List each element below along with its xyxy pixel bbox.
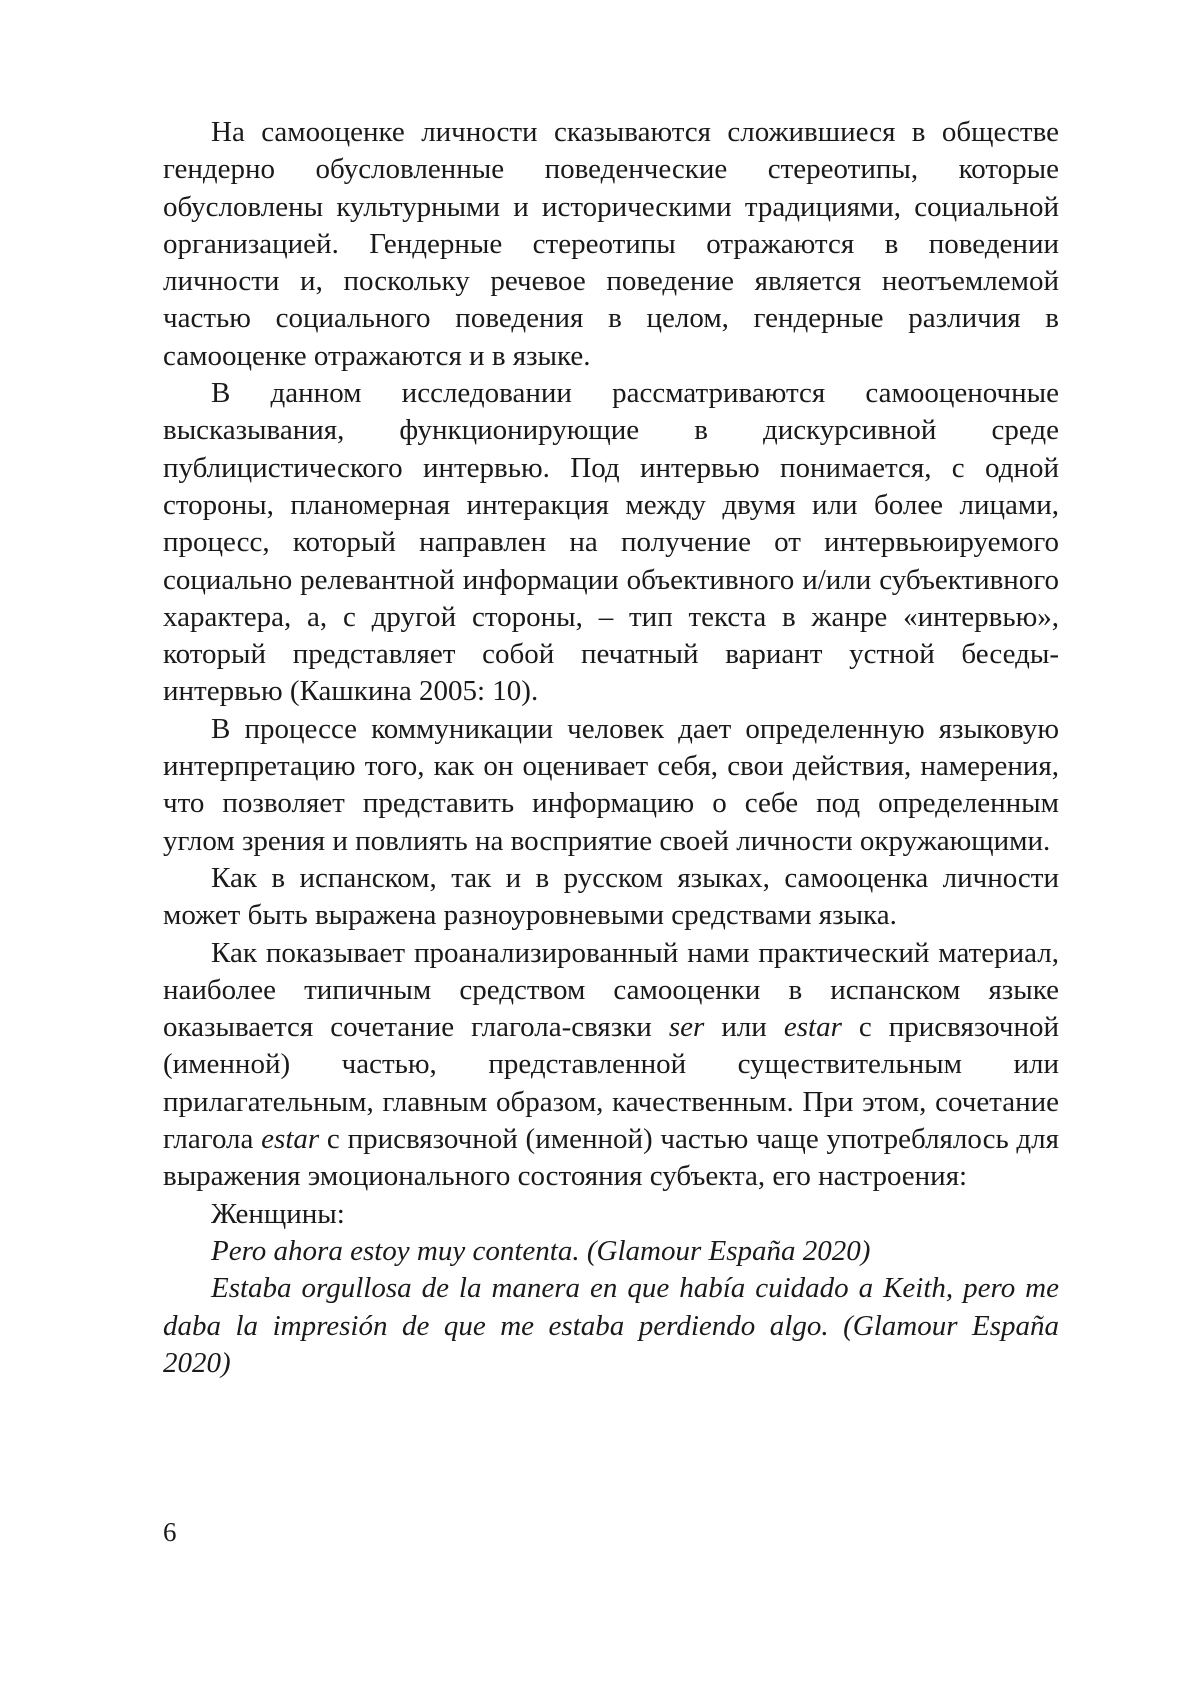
paragraph-copula-analysis xyxy=(163,935,1059,1196)
paragraph-interview-definition: В данном исследовании рассматриваются самооценочные высказывания, функционирующие в дискурсивной среде публицистического интервью. Под интервью понимается, с одной стороны, планомерная интеракция между двумя или более лицами, процесс, который направлен на получение от интервьюируемого социально релевантной информации объективного и/или субъективного характера, а, с другой стороны, – тип текста в жанре «интервью», который представляет собой печатный вариант устной беседы-интервью (Кашкина 2005: 10). xyxy=(163,375,1059,711)
term-estar: estar xyxy=(784,1011,842,1043)
example-quote-1: Pero ahora estoy muy contenta. (Glamour España 2020) xyxy=(163,1233,1059,1270)
term-ser: ser xyxy=(669,1011,704,1043)
paragraph-copula-text-1: Как показывает проанализированный нами практический материал, наиболее типичным средством самооценки в испанском языке оказывается сочетание глагола-связки xyxy=(163,937,1059,1044)
paragraph-copula-text-2: или xyxy=(704,1011,784,1043)
page-number: 6 xyxy=(163,1516,177,1548)
label-women: Женщины: xyxy=(163,1196,1059,1233)
example-quote-2: Estaba orgullosa de la manera en que había cuidado a Keith, pero me daba la impresión de que me estaba perdiendo algo. (Glamour España 2020) xyxy=(163,1270,1059,1382)
paragraph-copula-text-4: с присвязочной (именной) частью чаще употреблялось для выражения эмоционального состояния субъекта, его настроения: xyxy=(163,1123,1059,1192)
paragraph-copula-text-3: с присвязочной (именной) частью, представленной существительным или прилагательным, главным образом, качественным. При этом, сочетание глагола xyxy=(163,1011,1059,1155)
document-page xyxy=(0,0,1200,1703)
term-estar-second: estar xyxy=(261,1123,319,1155)
paragraph-self-esteem-stereotypes: На самооценке личности сказываются сложившиеся в обществе гендерно обусловленные поведенческие стереотипы, которые обусловлены культурными и историческими традициями, социальной организацией. Гендерные стереотипы отражаются в поведении личности и, поскольку речевое поведение является неотъемлемой частью социального поведения в целом, гендерные различия в самооценке отражаются и в языке. xyxy=(163,114,1059,375)
paragraph-language-means: Как в испанском, так и в русском языках, самооценка личности может быть выражена разноуровневыми средствами языка. xyxy=(163,860,1059,935)
body-text xyxy=(163,114,1059,1382)
paragraph-communication-interpretation: В процессе коммуникации человек дает определенную языковую интерпретацию того, как он оценивает себя, свои действия, намерения, что позволяет представить информацию о себе под определенным углом зрения и повлиять на восприятие своей личности окружающими. xyxy=(163,711,1059,860)
